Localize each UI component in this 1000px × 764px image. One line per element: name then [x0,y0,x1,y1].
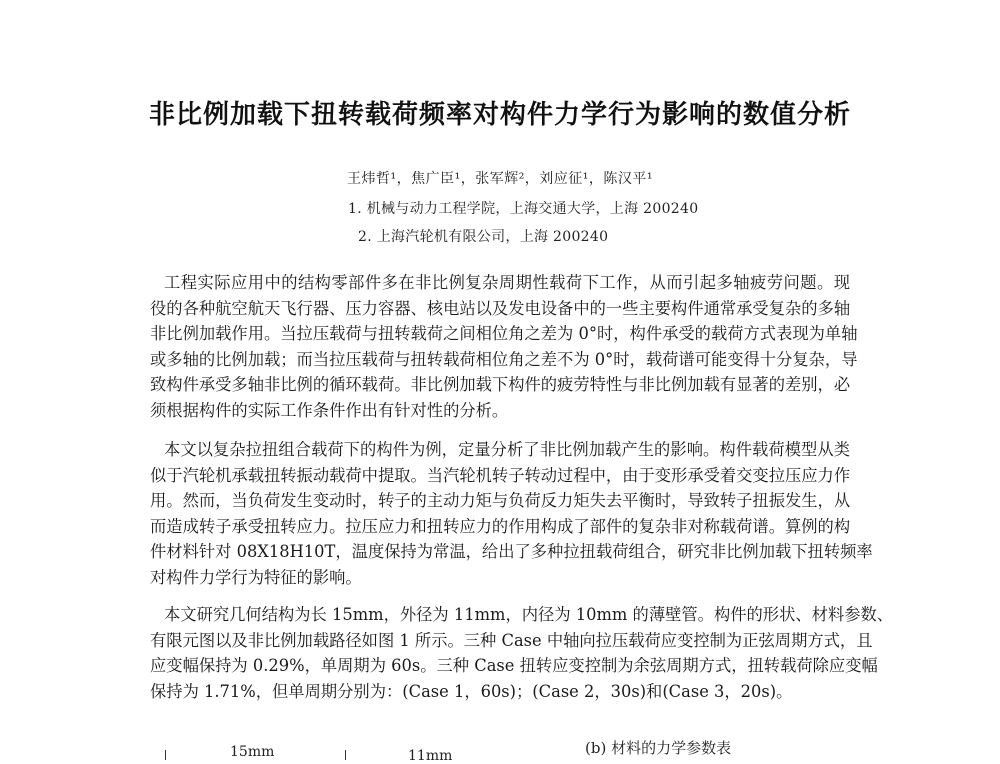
paragraph-intro [150,270,858,423]
figure-caption: (b) 材料的力学参数表 [585,739,732,757]
text-line: 役的各种航空航天飞行器、压力容器、核电站以及发电设备中的一些主要构件通常承受复杂的多轴 [150,298,851,318]
text-line: 须根据构件的实际工作条件作出有针对性的分析。 [150,400,509,420]
text-line: 保持为 1.71%，但单周期分别为：(Case 1，60s)；(Case 2，30s)和(Case 3，20s)。 [150,681,793,701]
paragraph-method [150,437,873,590]
figure-dimension-label: 15mm [230,744,275,760]
text-line: 似于汽轮机承载扭转振动载荷中提取。当汽轮机转子转动过程中，由于变形承受着交变拉压应力作 [150,465,851,485]
author-list: 王炜哲¹，焦广臣¹，张军辉²，刘应征¹，陈汉平¹ [346,171,654,187]
text-line: 应变幅保持为 0.29%，单周期为 60s。三种 Case 扭转应变控制为余弦周期方式，扭转载荷除应变幅 [150,656,878,675]
text-line: 而造成转子承受扭转应力。拉压应力和扭转应力的作用构成了部件的复杂非对称载荷谱。算例的构 [150,516,851,536]
text-line: 对构件力学行为特征的影响。 [150,567,362,587]
text-line: 用。然而，当负荷发生变动时，转子的主动力矩与负荷反力矩失去平衡时，导致转子扭振发生，从 [150,491,851,510]
text-line: 或多轴的比例加载；而当拉压载荷与扭转载荷相位角之差不为 0°时，载荷谱可能变得十分复杂，导 [150,349,858,369]
affiliation-1: 1. 机械与动力工程学院，上海交通大学，上海 200240 [348,201,699,217]
text-line: 有限元图以及非比例加载路径如图 1 所示。三种 Case 中轴向拉压载荷应变控制为正弦周期方式，且 [150,630,873,650]
text-line: 本文研究几何结构为长 15mm，外径为 11mm，内径为 10mm 的薄壁管。构件的形状、材料参数、 [164,605,894,624]
text-line: 工程实际应用中的结构零部件多在非比例复杂周期性载荷下工作，从而引起多轴疲劳问题。现 [164,273,850,292]
figure-mid-label: 11mm [408,748,453,764]
paragraph-geometry [150,602,894,704]
affiliation-2: 2. 上海汽轮机有限公司，上海 200240 [358,229,609,245]
text-line: 件材料针对 08X18H10T，温度保持为常温，给出了多种拉扭载荷组合，研究非比例加载下扭转频率 [150,542,873,561]
text-line: 非比例加载作用。当拉压载荷与扭转载荷之间相位角之差为 0°时，构件承受的载荷方式表现为单轴 [150,324,858,343]
text-line: 致构件承受多轴非比例的循环载荷。非比例加载下构件的疲劳特性与非比例加载有显著的差别，必 [150,375,851,394]
paper-title: 非比例加载下扭转载荷频率对构件力学行为影响的数值分析 [148,100,851,130]
text-line: 本文以复杂拉扭组合载荷下的构件为例，定量分析了非比例加载产生的影响。构件载荷模型从类 [164,440,850,459]
